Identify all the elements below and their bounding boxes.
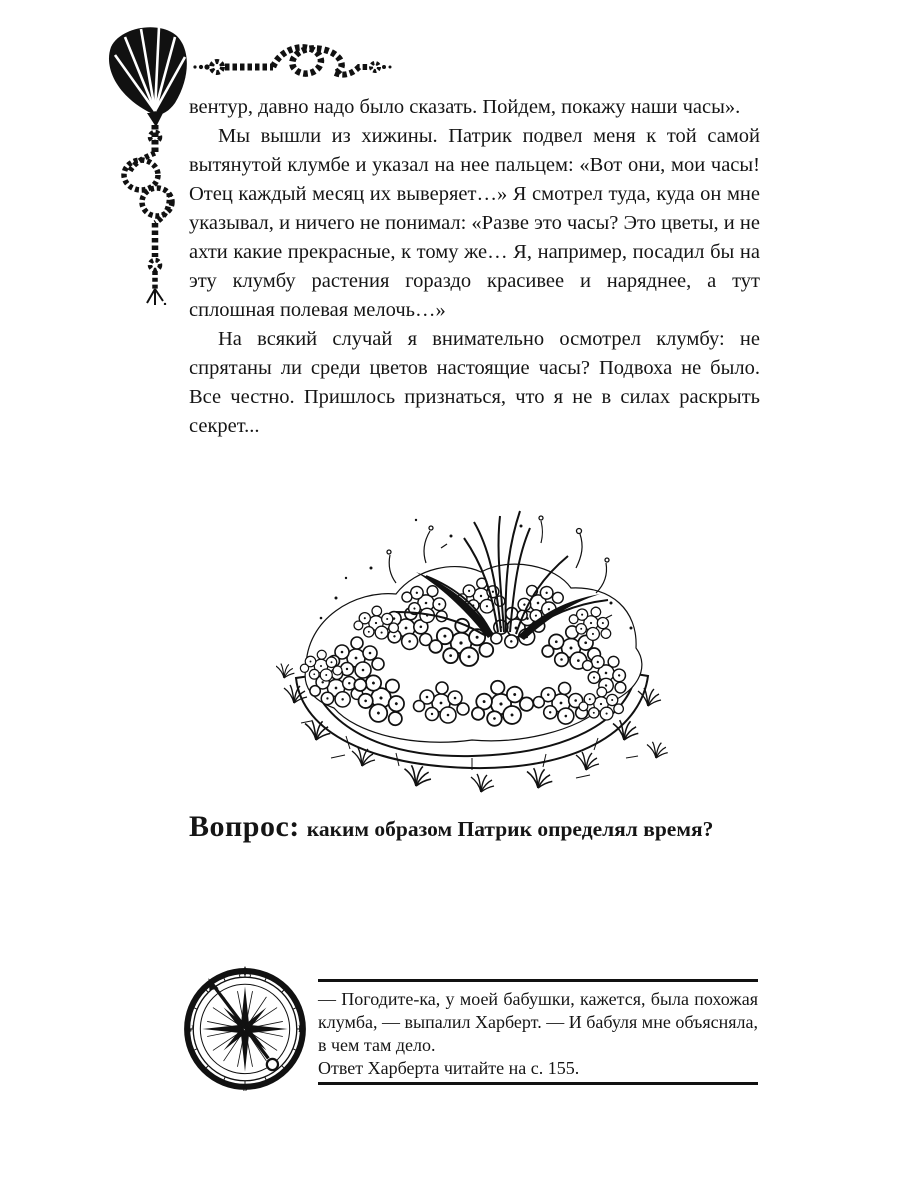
- svg-text:W: W: [184, 1024, 194, 1035]
- body-text: [189, 93, 760, 441]
- paragraph: Мы вышли из хижины. Патрик подвел меня к той самой вытянутой клумбе и указал на нее пальцем: «Вот они, мои часы! Отец каждый месяц их выверяет…» Я смотрел туда, куда он мне указывал, и ничего не понимал: «Разве это часы? Это цветы, и не ахти какие прекрасные, к тому же… Я, например, посадил бы на эту клумбу растения гораздо красивее и наряднее, а тут сплошная полевая мелочь…»: [189, 125, 760, 321]
- question-line: [189, 810, 769, 844]
- svg-text:S: S: [242, 1082, 248, 1093]
- footnote-block: [318, 988, 758, 1080]
- paragraph: На всякий случай я внимательно осмотрел клумбу: не спрятаны ли среди цветов настоящие часы? Подвоха не было. Все честно. Пришлось признаться, что я не в силах раскрыть секрет...: [189, 328, 760, 437]
- paragraph: вентур, давно надо было сказать. Пойдем, покажу наши часы».: [189, 96, 741, 118]
- question-text: каким образом Патрик определял время?: [306, 817, 714, 841]
- flowerbed-illustration: [276, 508, 668, 798]
- svg-text:E: E: [298, 1024, 304, 1035]
- footnote-top-rule: [318, 979, 758, 982]
- footnote-quote: — Погодите-ка, у моей бабушки, кажется, была похожая клумба, — выпалил Харберт. — И бабуля мне объясняла, в чем там дело.: [318, 989, 758, 1055]
- question-label: Вопрос:: [189, 810, 300, 843]
- footnote-reference: Ответ Харберта читайте на с. 155.: [318, 1058, 580, 1078]
- compass-icon: [178, 963, 312, 1099]
- footnote-bottom-rule: [318, 1082, 758, 1085]
